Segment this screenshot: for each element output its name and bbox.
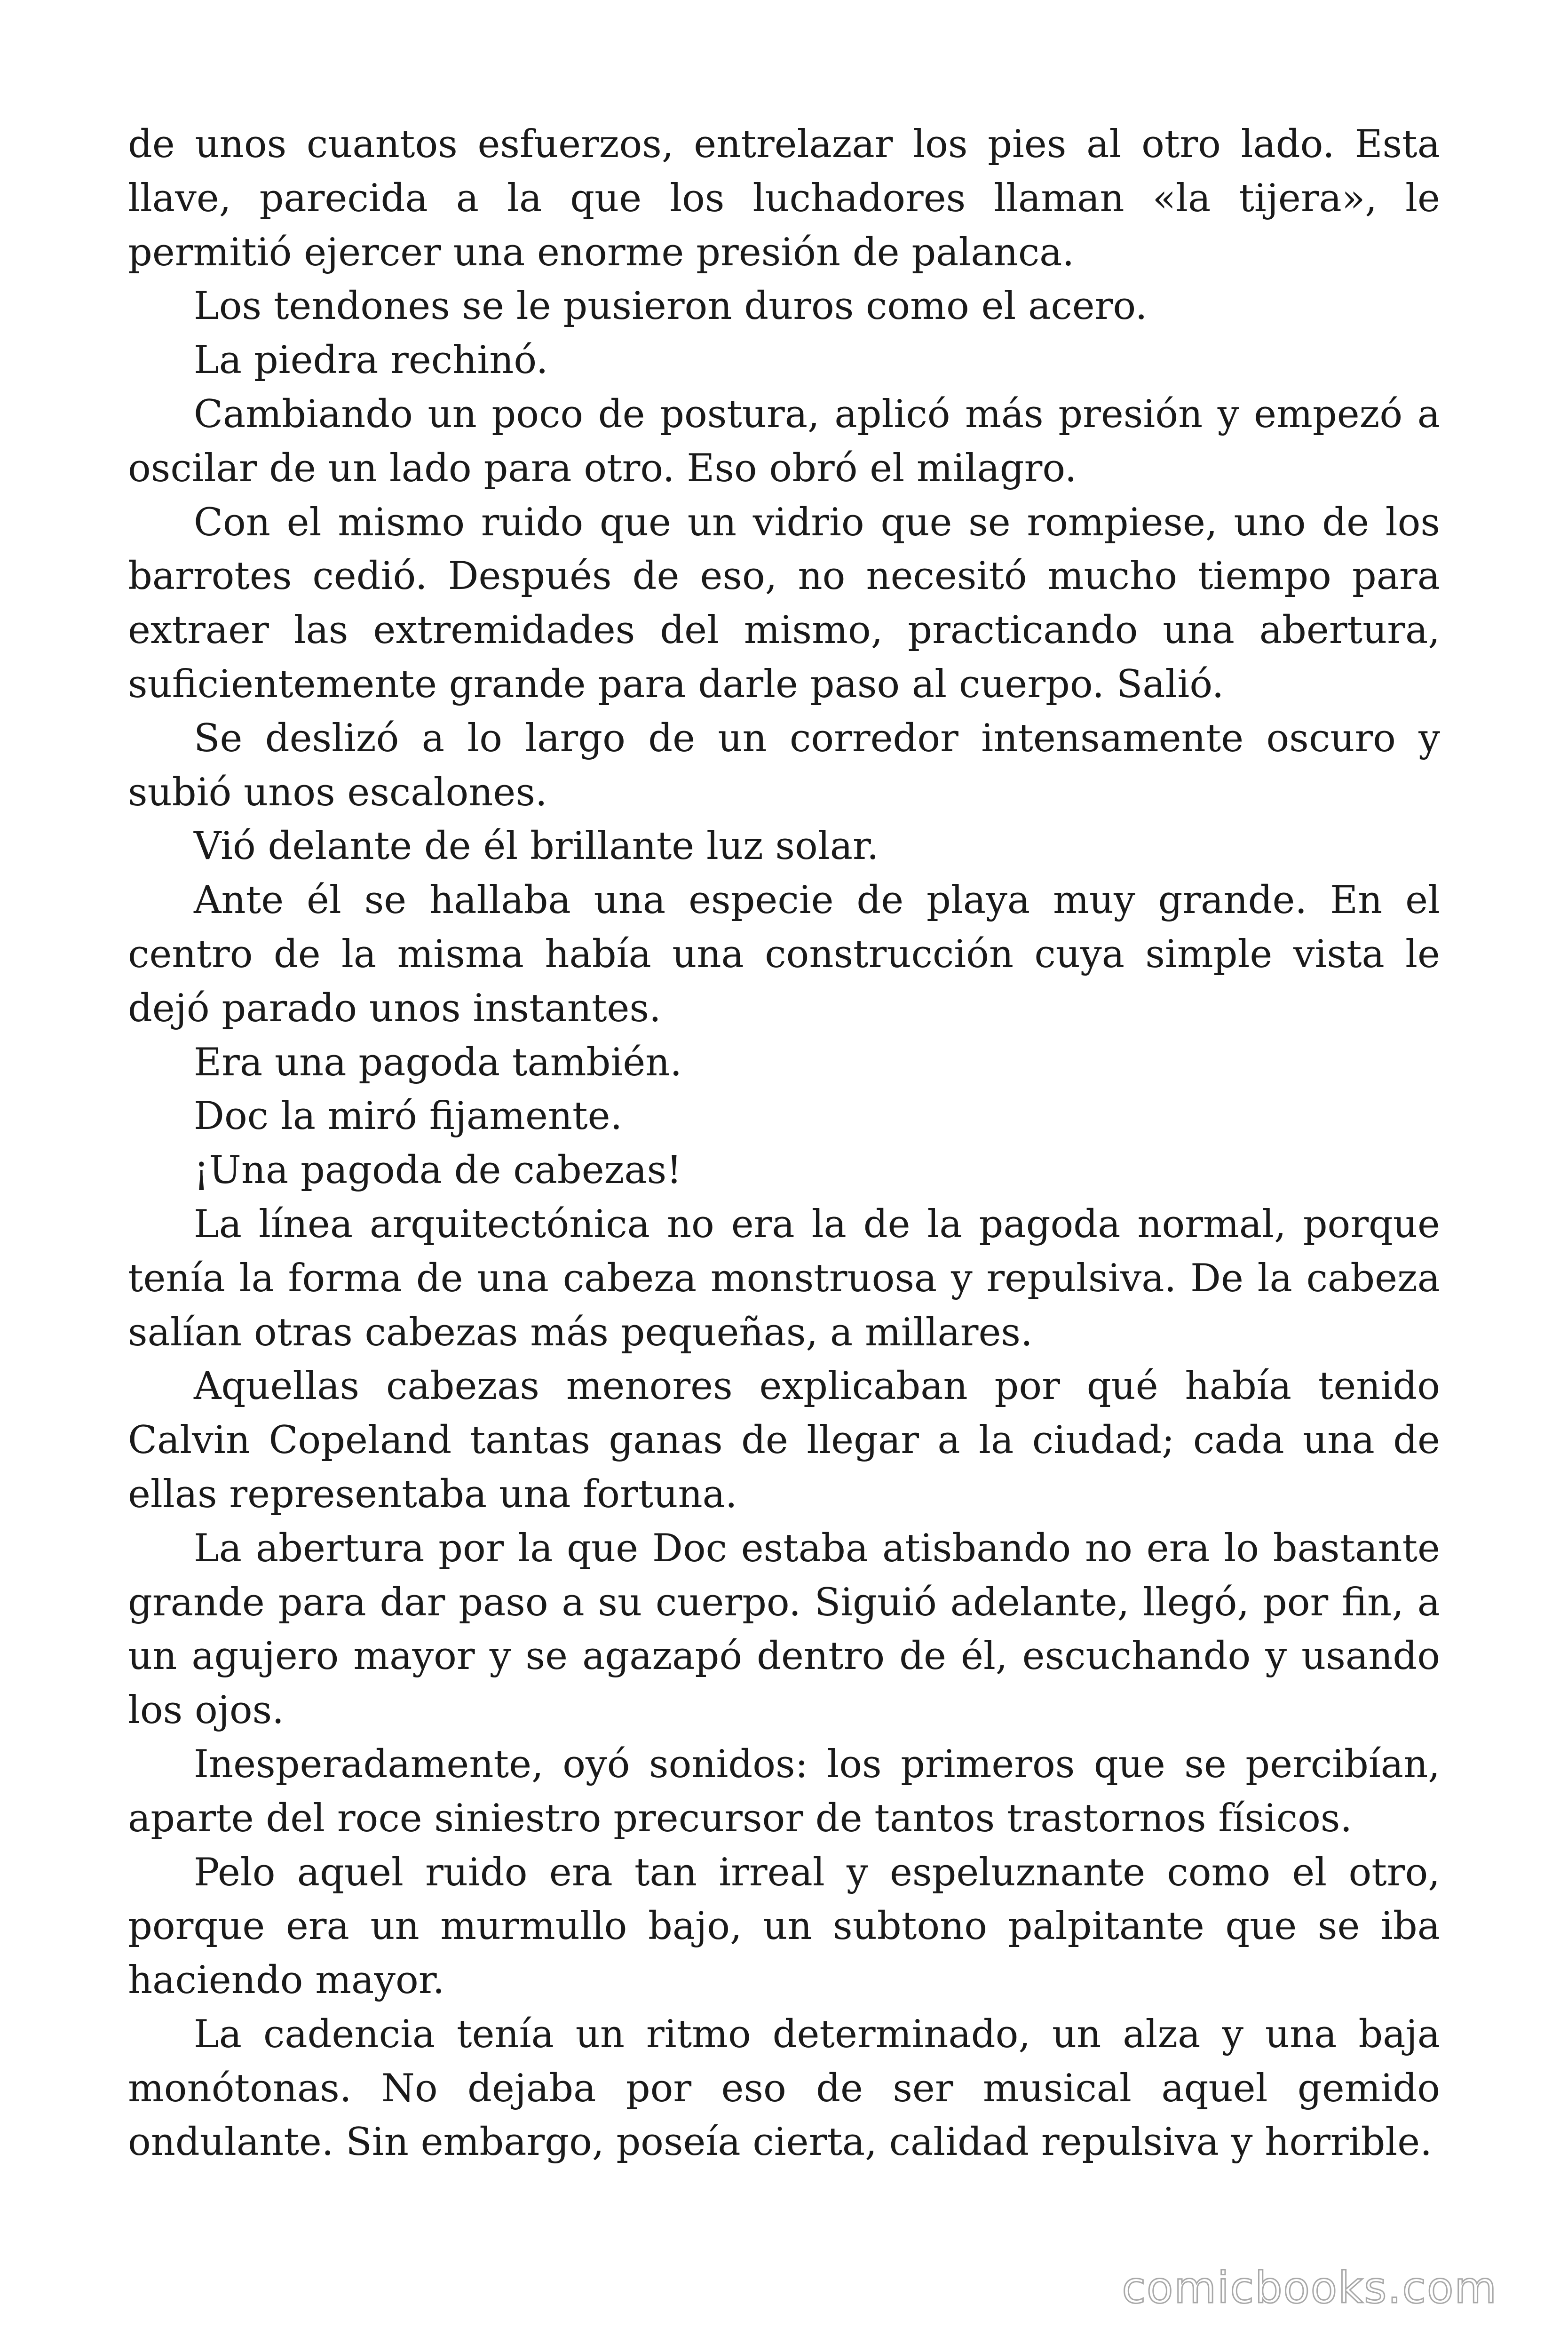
paragraph-4: Cambiando un poco de postura, aplicó más presión y empezó a oscilar de un lado para otro. Eso obró el milagro. xyxy=(128,392,1440,491)
paragraph-16: Pelo aquel ruido era tan irreal y espeluznante como el otro, porque era un murmullo bajo, un subtono palpitante que se iba haciendo mayor. xyxy=(128,1850,1440,2003)
paragraph-9: Era una pagoda también. xyxy=(194,1040,682,1085)
paragraph-12: La línea arquitectónica no era la de la pagoda normal, porque tenía la forma de una cabeza monstruosa y repulsiva. De la cabeza salían otras cabezas más pequeñas, a millares. xyxy=(128,1202,1440,1355)
paragraph-17: La cadencia tenía un ritmo determinado, un alza y una baja monótonas. No dejaba por eso de ser musical aquel gemido ondulante. Sin embargo, poseía cierta, calidad repulsiva y horrible. xyxy=(128,2012,1440,2165)
paragraph-6: Se deslizó a lo largo de un corredor intensamente oscuro y subió unos escalones. xyxy=(128,716,1440,815)
paragraph-11: ¡Una pagoda de cabezas! xyxy=(194,1148,682,1193)
watermark-text: comicbooks.com xyxy=(1122,2263,1497,2313)
paragraph-1: de unos cuantos esfuerzos, entrelazar los pies al otro lado. Esta llave, parecida a la que los luchadores llaman «la tijera», le permitió ejercer una enorme presión de palanca. xyxy=(128,122,1440,275)
paragraph-15: Inesperadamente, oyó sonidos: los primeros que se percibían, aparte del roce siniestro precursor de tantos trastornos físicos. xyxy=(128,1742,1440,1841)
paragraph-10: Doc la miró fijamente. xyxy=(194,1094,623,1139)
page-text-body xyxy=(128,118,1440,2169)
paragraph-7: Vió delante de él brillante luz solar. xyxy=(194,824,879,869)
paragraph-14: La abertura por la que Doc estaba atisbando no era lo bastante grande para dar paso a su cuerpo. Siguió adelante, llegó, por fin, a un agujero mayor y se agazapó dentro de él, escuchando y usando los ojos. xyxy=(128,1526,1440,1733)
paragraph-8: Ante él se hallaba una especie de playa muy grande. En el centro de la misma había una construcción cuya simple vista le dejó parado unos instantes. xyxy=(128,878,1440,1031)
paragraph-2: Los tendones se le pusieron duros como el acero. xyxy=(194,284,1148,329)
paragraph-3: La piedra rechinó. xyxy=(194,338,548,383)
paragraph-13: Aquellas cabezas menores explicaban por qué había tenido Calvin Copeland tantas ganas de llegar a la ciudad; cada una de ellas representaba una fortuna. xyxy=(128,1364,1440,1517)
paragraph-5: Con el mismo ruido que un vidrio que se rompiese, uno de los barrotes cedió. Después de eso, no necesitó mucho tiempo para extraer las extremidades del mismo, practicando una abertura, suficientemente grande para darle paso al cuerpo. Salió. xyxy=(128,500,1440,707)
